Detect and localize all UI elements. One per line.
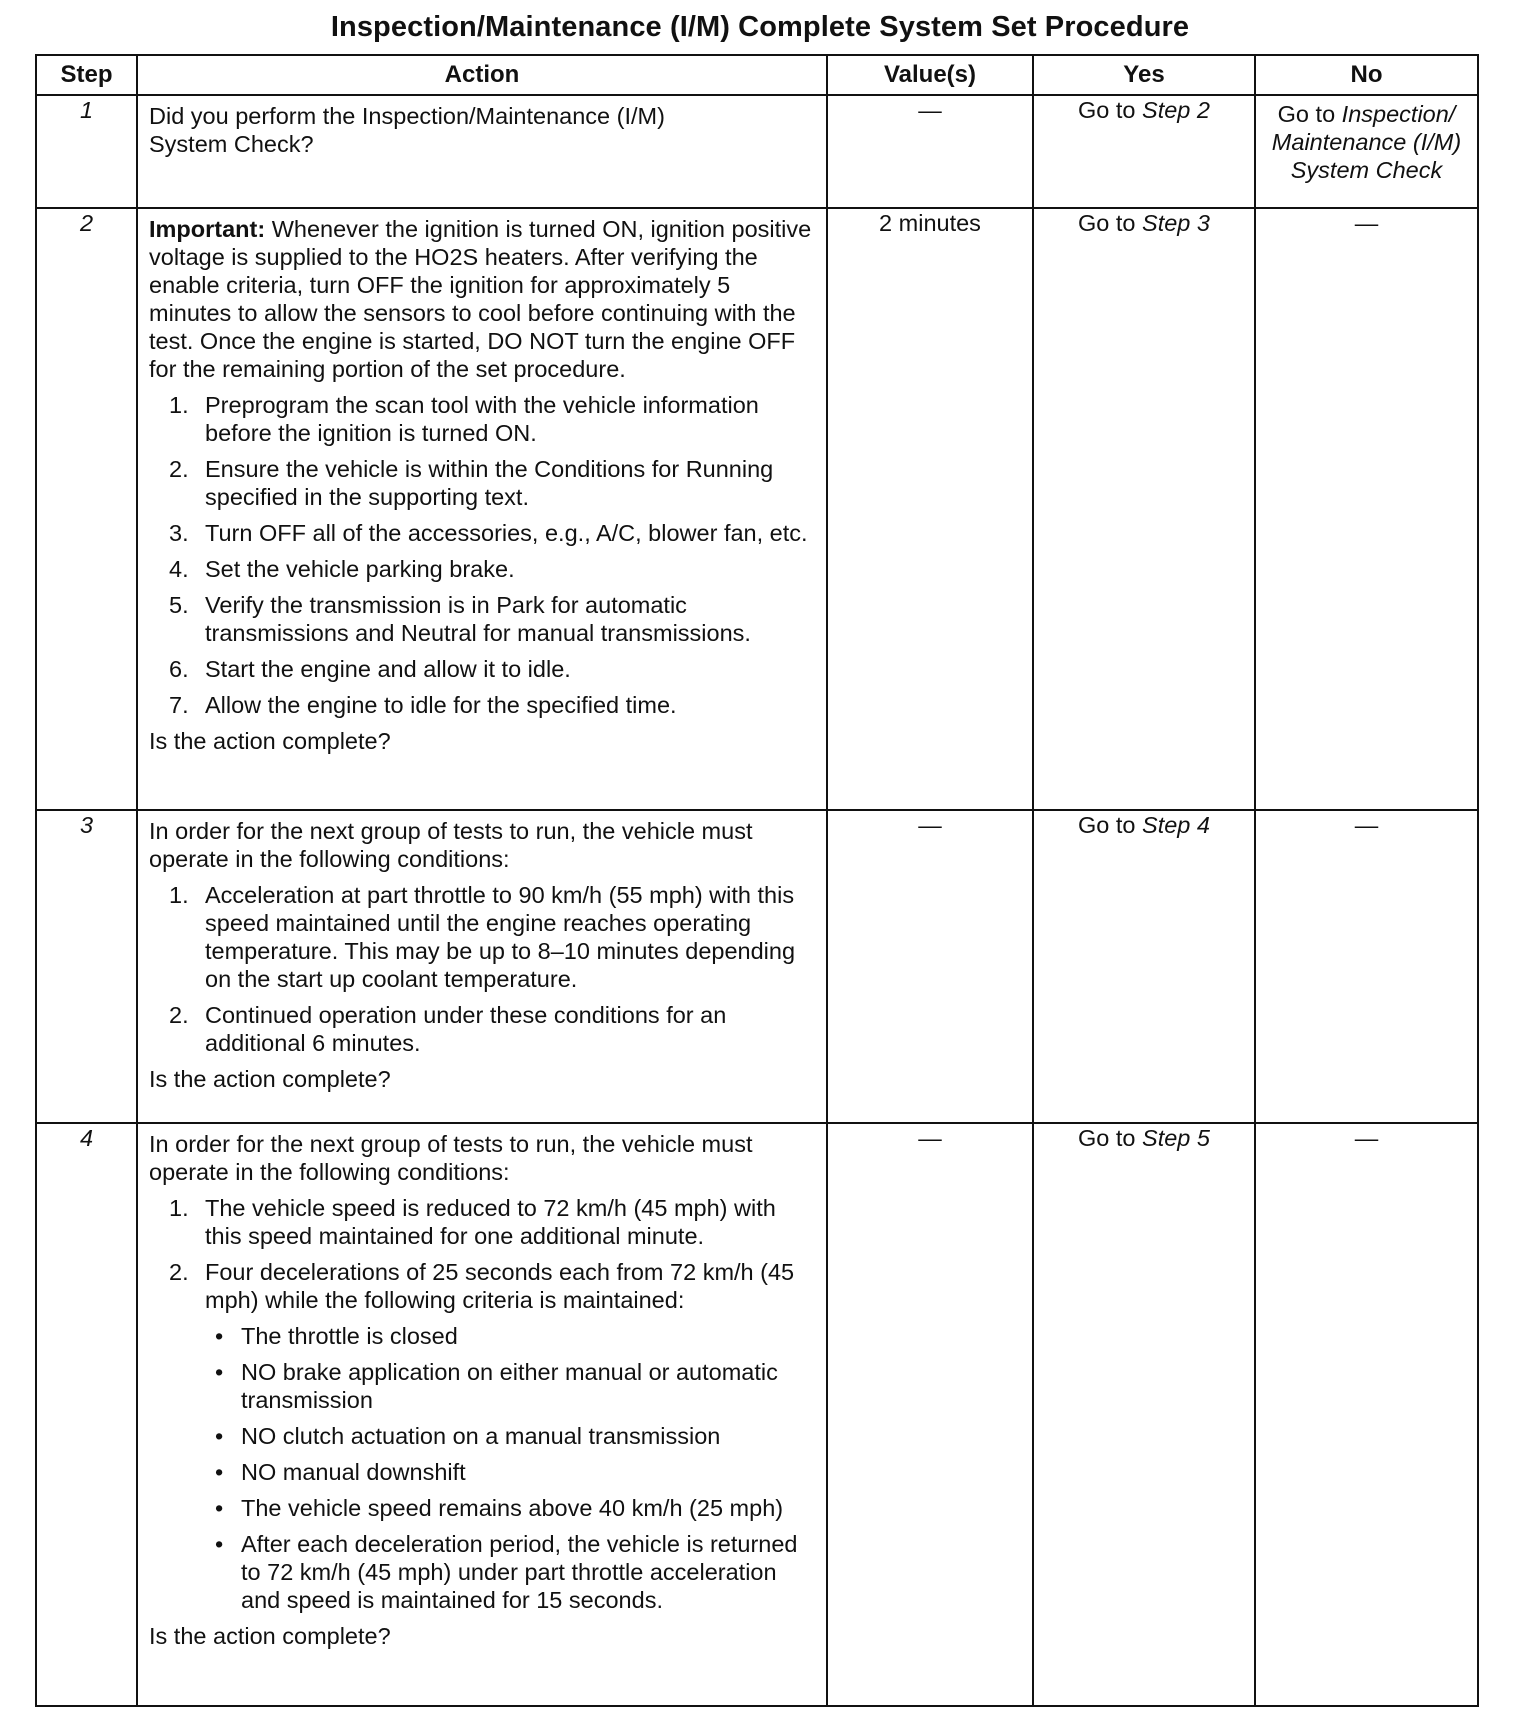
- step-number: 2: [36, 208, 137, 810]
- yes-cell: [1033, 95, 1255, 208]
- yes-prefix: Go to: [1078, 97, 1143, 123]
- list-item: 3. Turn OFF all of the accessories, e.g., A/C, blower fan, etc.: [169, 520, 808, 546]
- list-item: • NO manual downshift: [215, 1459, 466, 1485]
- header-row: [36, 55, 1478, 95]
- procedure-table: [35, 54, 1479, 1707]
- table-row-step-4: [36, 1123, 1478, 1706]
- list-item: 1. Preprogram the scan tool with the vehicle information before the ignition is turned ON.: [169, 392, 759, 446]
- yes-step-link[interactable]: Step 2: [1142, 97, 1210, 123]
- yes-step-link[interactable]: Step 5: [1142, 1125, 1210, 1151]
- page-title: Inspection/Maintenance (I/M) Complete System Set Procedure: [330, 11, 1190, 43]
- yes-cell: [1033, 810, 1255, 1123]
- yes-prefix: Go to: [1078, 210, 1143, 236]
- action-cell: [137, 95, 827, 208]
- list-item: 2. Four decelerations of 25 seconds each from 72 km/h (45 mph) while the following criteria is maintained: • The throttle is closed • NO brake application on either manual or automatic transmission • NO clutch actuation on a manual transmission • NO manual downshift • The vehicle speed remains above 40 km/h (25 mph) • After each deceleration period, the vehicle is returned to 72 km/h (45 mph) under part throttle acceleration and speed is maintained for 15 seconds.: [149, 1258, 816, 1614]
- header-values: Value(s): [827, 55, 1033, 95]
- list-item: 1. The vehicle speed is reduced to 72 km/h (45 mph) with this speed maintained for one additional minute.: [169, 1195, 776, 1249]
- yes-step-link[interactable]: Step 3: [1142, 210, 1210, 236]
- list-item: 2. Continued operation under these conditions for an additional 6 minutes.: [169, 1002, 727, 1056]
- yes-cell: [1033, 208, 1255, 810]
- list-item: 7. Allow the engine to idle for the specified time.: [169, 692, 677, 718]
- list-item: • The vehicle speed remains above 40 km/h (25 mph): [215, 1495, 784, 1521]
- action-steps-list: [149, 391, 816, 719]
- value-cell: 2 minutes: [827, 208, 1033, 810]
- list-item: 5. Verify the transmission is in Park for automatic transmissions and Neutral for manual transmissions.: [169, 592, 751, 646]
- header-yes: Yes: [1033, 55, 1255, 95]
- no-system-check-link[interactable]: Inspection/ Maintenance (I/M) System Check: [1271, 101, 1462, 183]
- table-row-step-2: [36, 208, 1478, 810]
- list-item: 1. Acceleration at part throttle to 90 km/h (55 mph) with this speed maintained until the engine reaches operating temperature. This may be up to 8–10 minutes depending on the start up coolant temperature.: [169, 882, 796, 992]
- yes-prefix: Go to: [1078, 1125, 1143, 1151]
- action-cell: [137, 810, 827, 1123]
- no-prefix: Go to: [1277, 101, 1342, 127]
- yes-cell: [1033, 1123, 1255, 1706]
- question-text: Is the action complete?: [149, 728, 391, 754]
- value-cell: —: [827, 95, 1033, 208]
- list-item: • NO clutch actuation on a manual transmission: [215, 1423, 721, 1449]
- list-item: • The throttle is closed: [215, 1323, 458, 1349]
- list-item: • After each deceleration period, the vehicle is returned to 72 km/h (45 mph) under part throttle acceleration and speed is maintained for 15 seconds.: [215, 1531, 798, 1613]
- step-number: 4: [36, 1123, 137, 1706]
- table-row-step-3: [36, 810, 1478, 1123]
- list-item: • NO brake application on either manual or automatic transmission: [215, 1359, 778, 1413]
- list-item: 6. Start the engine and allow it to idle.: [169, 656, 571, 682]
- important-text: Whenever the ignition is turned ON, ignition positive voltage is supplied to the HO2S heaters. After verifying the enable criteria, turn OFF the ignition for approximately 5 minutes to allow the sensors to cool before continuing with the test. Once the engine is started, DO NOT turn the engine OFF for the remaining portion of the set procedure.: [149, 216, 812, 382]
- yes-prefix: Go to: [1078, 812, 1143, 838]
- action-cell: [137, 208, 827, 810]
- criteria-list: [205, 1322, 816, 1614]
- step-number: 1: [36, 95, 137, 208]
- intro-text: In order for the next group of tests to run, the vehicle must operate in the following conditions:: [149, 818, 753, 872]
- header-action: Action: [137, 55, 827, 95]
- value-cell: —: [827, 1123, 1033, 1706]
- no-cell: —: [1255, 810, 1478, 1123]
- no-cell: —: [1255, 208, 1478, 810]
- step-number: 3: [36, 810, 137, 1123]
- value-cell: —: [827, 810, 1033, 1123]
- action-text: Did you perform the Inspection/Maintenance (I/M) System Check?: [149, 103, 665, 157]
- header-step: Step: [36, 55, 137, 95]
- action-steps-list: [149, 1194, 816, 1614]
- action-cell: [137, 1123, 827, 1706]
- intro-text: In order for the next group of tests to run, the vehicle must operate in the following conditions:: [149, 1131, 753, 1185]
- list-item: 4. Set the vehicle parking brake.: [169, 556, 515, 582]
- yes-step-link[interactable]: Step 4: [1142, 812, 1210, 838]
- no-cell: [1255, 95, 1478, 208]
- question-text: Is the action complete?: [149, 1623, 391, 1649]
- important-note: [149, 215, 816, 383]
- no-cell: —: [1255, 1123, 1478, 1706]
- header-no: No: [1255, 55, 1478, 95]
- important-label: Important:: [149, 216, 266, 242]
- action-steps-list: [149, 881, 816, 1057]
- question-text: Is the action complete?: [149, 1066, 391, 1092]
- table-row-step-1: [36, 95, 1478, 208]
- list-item: 2. Ensure the vehicle is within the Conditions for Running specified in the supporting text.: [169, 456, 774, 510]
